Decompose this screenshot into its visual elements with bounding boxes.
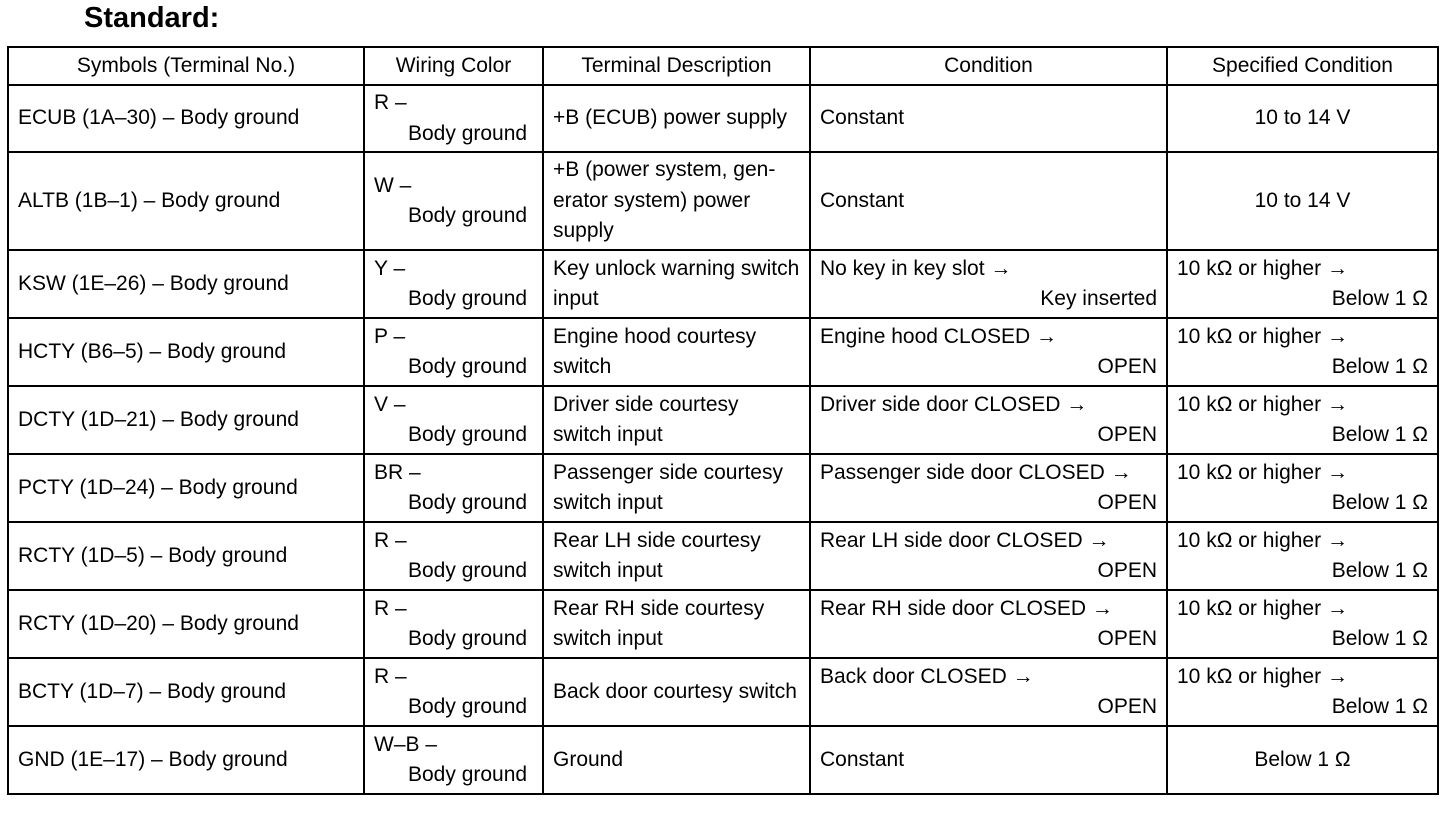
- terminal-description-cell: +B (ECUB) power supply: [543, 85, 810, 152]
- condition-cell: [810, 590, 1167, 658]
- symbol-cell: RCTY (1D–20) – Body ground: [8, 590, 364, 658]
- spec-to: Below 1 Ω: [1331, 695, 1428, 718]
- spec-to: Below 1 Ω: [1331, 559, 1428, 582]
- specified-condition-cell: [1167, 386, 1438, 454]
- condition-cell: Constant: [810, 152, 1167, 250]
- wiring-color: P –: [374, 324, 406, 348]
- wiring-color-cell: [364, 318, 543, 386]
- table-row: [8, 386, 1438, 454]
- spec-to: Below 1 Ω: [1331, 355, 1428, 378]
- table-row: [8, 250, 1438, 318]
- condition-cell: [810, 386, 1167, 454]
- condition-cell: [810, 658, 1167, 726]
- specified-condition-cell: [1167, 454, 1438, 522]
- spec-to: Below 1 Ω: [1331, 491, 1428, 514]
- symbol-cell: ALTB (1B–1) – Body ground: [8, 152, 364, 250]
- condition-cell: [810, 522, 1167, 590]
- wiring-ground: Body ground: [408, 423, 528, 446]
- spec-from: 10 kΩ or higher →: [1177, 460, 1348, 484]
- terminal-description-cell: Ground: [543, 726, 810, 794]
- spec-from: 10 kΩ or higher →: [1177, 528, 1348, 552]
- symbol-cell: HCTY (B6–5) – Body ground: [8, 318, 364, 386]
- spec-from: 10 kΩ or higher →: [1177, 392, 1348, 416]
- table-row: [8, 726, 1438, 794]
- specified-condition-cell: 10 to 14 V: [1167, 85, 1438, 152]
- section-heading: Standard:: [84, 2, 220, 34]
- table-row: [8, 658, 1438, 726]
- specified-condition-cell: [1167, 590, 1438, 658]
- wiring-ground: Body ground: [408, 559, 528, 582]
- condition-cell: [810, 250, 1167, 318]
- specified-condition-cell: [1167, 250, 1438, 318]
- wiring-color: W –: [374, 173, 412, 197]
- condition-cell: Constant: [810, 726, 1167, 794]
- terminal-spec-table: [7, 46, 1439, 795]
- wiring-color: R –: [374, 664, 407, 688]
- symbol-cell: GND (1E–17) – Body ground: [8, 726, 364, 794]
- terminal-description-cell: Rear RH side courtesy switch input: [543, 590, 810, 658]
- wiring-color: V –: [374, 392, 406, 416]
- wiring-color-cell: [364, 250, 543, 318]
- symbol-cell: BCTY (1D–7) – Body ground: [8, 658, 364, 726]
- condition-from: Driver side door CLOSED →: [820, 392, 1088, 416]
- condition-cell: [810, 318, 1167, 386]
- wiring-color-cell: [364, 152, 543, 250]
- spec-from: 10 kΩ or higher →: [1177, 256, 1348, 280]
- condition-from: Rear RH side door CLOSED →: [820, 596, 1113, 620]
- table-row: [8, 152, 1438, 250]
- table-header-row: [8, 47, 1438, 85]
- wiring-color-cell: [364, 522, 543, 590]
- terminal-description-cell: Engine hood courtesy switch: [543, 318, 810, 386]
- condition-cell: Constant: [810, 85, 1167, 152]
- condition-to: OPEN: [1097, 627, 1157, 650]
- spec-to: Below 1 Ω: [1331, 287, 1428, 310]
- specified-condition-cell: 10 to 14 V: [1167, 152, 1438, 250]
- wiring-ground: Body ground: [408, 287, 528, 310]
- wiring-color-cell: [364, 726, 543, 794]
- spec-from: 10 kΩ or higher →: [1177, 324, 1348, 348]
- wiring-color: Y –: [374, 256, 406, 280]
- table-row: [8, 318, 1438, 386]
- column-header-condition: Condition: [810, 47, 1167, 85]
- wiring-ground: Body ground: [408, 121, 528, 145]
- condition-to: OPEN: [1097, 559, 1157, 582]
- symbol-cell: PCTY (1D–24) – Body ground: [8, 454, 364, 522]
- symbol-cell: KSW (1E–26) – Body ground: [8, 250, 364, 318]
- wiring-ground: Body ground: [408, 695, 528, 718]
- wiring-ground: Body ground: [408, 491, 528, 514]
- symbol-cell: ECUB (1A–30) – Body ground: [8, 85, 364, 152]
- condition-to: OPEN: [1097, 355, 1157, 378]
- wiring-color-cell: [364, 386, 543, 454]
- table-row: [8, 85, 1438, 152]
- wiring-ground: Body ground: [408, 627, 528, 650]
- condition-from: No key in key slot →: [820, 256, 1012, 280]
- terminal-description-cell: Back door courtesy switch: [543, 658, 810, 726]
- condition-cell: [810, 454, 1167, 522]
- table-row: [8, 522, 1438, 590]
- terminal-description-cell: Rear LH side courtesy switch input: [543, 522, 810, 590]
- wiring-color-cell: [364, 658, 543, 726]
- wiring-color: W–B –: [374, 732, 438, 756]
- spec-from: 10 kΩ or higher →: [1177, 596, 1348, 620]
- symbol-cell: RCTY (1D–5) – Body ground: [8, 522, 364, 590]
- condition-from: Rear LH side door CLOSED →: [820, 528, 1110, 552]
- condition-to: OPEN: [1097, 423, 1157, 446]
- wiring-color: R –: [374, 91, 407, 114]
- column-header-terminal-description: Terminal Description: [543, 47, 810, 85]
- column-header-specified-condition: Specified Condition: [1167, 47, 1438, 85]
- condition-from: Engine hood CLOSED →: [820, 324, 1057, 348]
- specified-condition-cell: Below 1 Ω: [1167, 726, 1438, 794]
- condition-to: OPEN: [1097, 695, 1157, 718]
- terminal-description-cell: +B (power system, gen- erator system) power supply: [543, 152, 810, 250]
- wiring-color-cell: [364, 590, 543, 658]
- terminal-description-cell: Key unlock warning switch input: [543, 250, 810, 318]
- symbol-cell: DCTY (1D–21) – Body ground: [8, 386, 364, 454]
- specified-condition-cell: [1167, 658, 1438, 726]
- condition-from: Back door CLOSED →: [820, 664, 1034, 688]
- wiring-color-cell: [364, 85, 543, 152]
- table-row: [8, 590, 1438, 658]
- condition-to: OPEN: [1097, 491, 1157, 514]
- terminal-description-cell: Driver side courtesy switch input: [543, 386, 810, 454]
- spec-to: Below 1 Ω: [1331, 627, 1428, 650]
- condition-from: Passenger side door CLOSED →: [820, 460, 1132, 484]
- wiring-color-cell: [364, 454, 543, 522]
- table-row: [8, 454, 1438, 522]
- wiring-color: BR –: [374, 460, 421, 484]
- spec-from: 10 kΩ or higher →: [1177, 664, 1348, 688]
- specified-condition-cell: [1167, 318, 1438, 386]
- column-header-symbols: Symbols (Terminal No.): [8, 47, 364, 85]
- terminal-description-cell: Passenger side courtesy switch input: [543, 454, 810, 522]
- specified-condition-cell: [1167, 522, 1438, 590]
- spec-to: Below 1 Ω: [1331, 423, 1428, 446]
- wiring-ground: Body ground: [408, 763, 528, 786]
- column-header-wiring-color: Wiring Color: [364, 47, 543, 85]
- wiring-ground: Body ground: [408, 355, 528, 378]
- wiring-ground: Body ground: [408, 204, 528, 227]
- wiring-color: R –: [374, 596, 407, 620]
- condition-to: Key inserted: [1040, 287, 1157, 310]
- wiring-color: R –: [374, 528, 407, 552]
